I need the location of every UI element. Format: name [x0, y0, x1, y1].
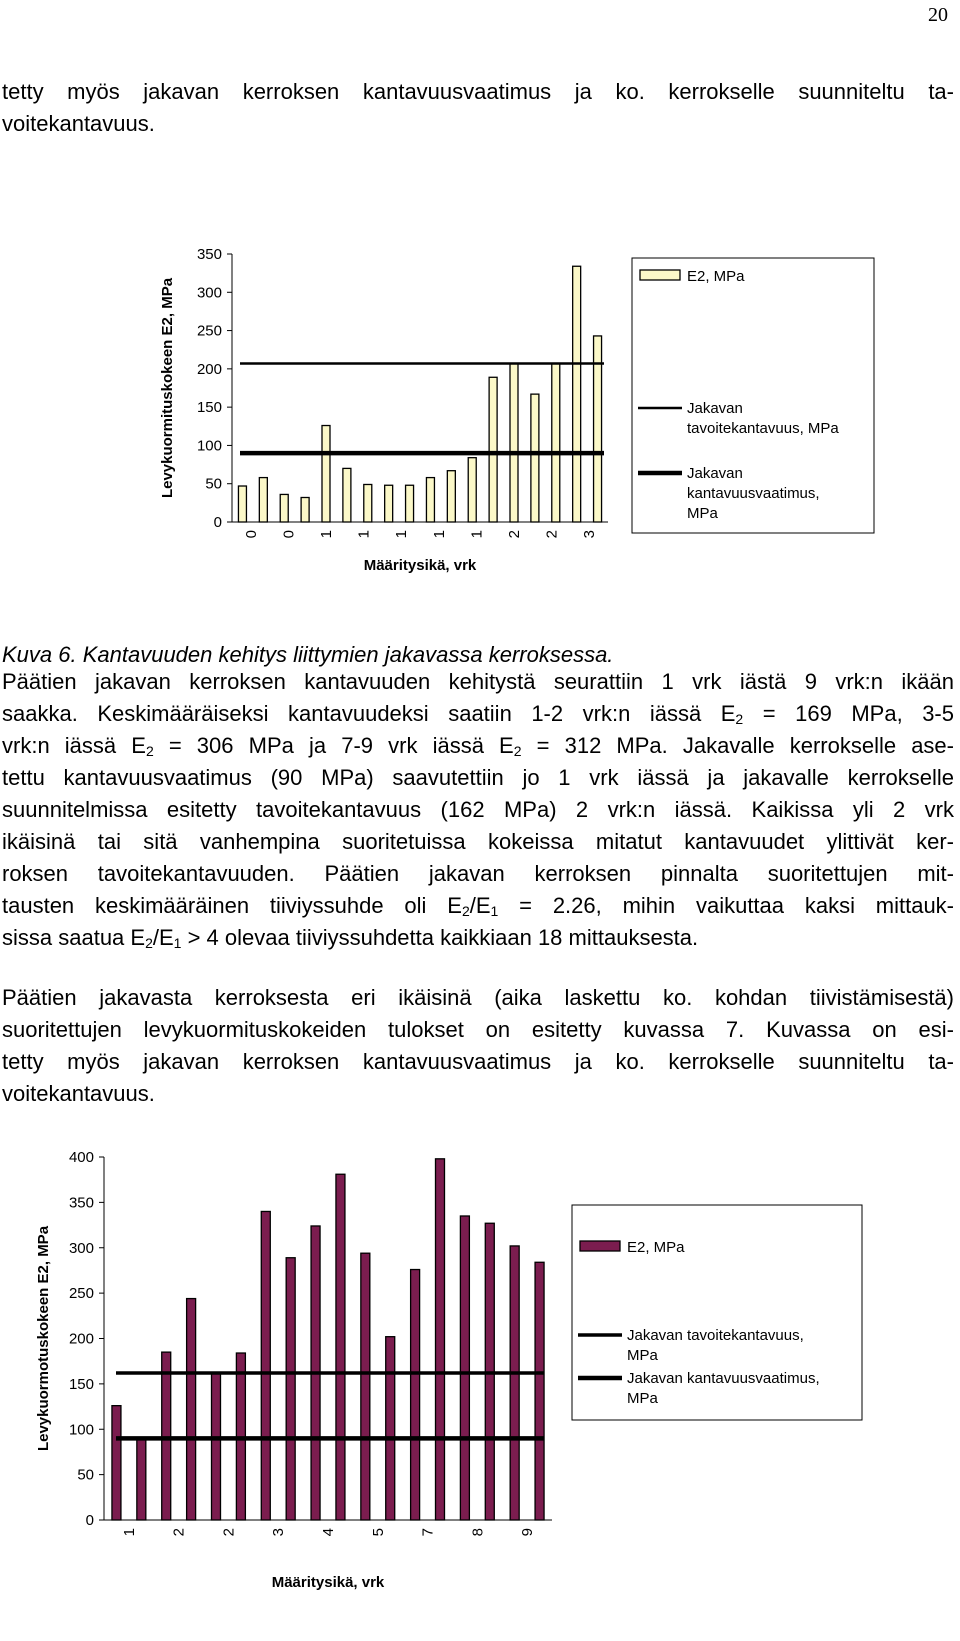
- bar: [552, 363, 560, 522]
- bar: [238, 486, 246, 522]
- figure6-chart: [0, 230, 960, 590]
- x-tick-label: 1: [355, 530, 373, 539]
- x-tick-label: 1: [120, 1528, 138, 1537]
- bar: [573, 266, 581, 522]
- legend-label-line: MPa: [627, 1390, 658, 1407]
- bar: [112, 1406, 121, 1520]
- x-tick-label: 4: [320, 1528, 337, 1537]
- text-line: roksen tavoitekantavuuden. Päätien jakavan kerroksen pinnalta suoritettujen mit-: [2, 861, 954, 886]
- text-line: tetty myös jakavan kerroksen kantavuusvaatimus ja ko. kerrokselle suunniteltu ta-: [2, 79, 954, 104]
- bar: [426, 478, 434, 522]
- text-line: voitekantavuus.: [2, 1081, 155, 1106]
- x-tick-label: 1: [430, 530, 448, 539]
- intro-paragraph: [2, 76, 954, 140]
- legend-label-line: Jakavan: [687, 400, 743, 417]
- y-tick-label: 100: [196, 437, 222, 455]
- figure6-caption: Kuva 6. Kantavuuden kehitys liittymien jakavassa kerroksessa.: [2, 642, 614, 667]
- text-line: tettu kantavuusvaatimus (90 MPa) saavutettiin jo 1 vrk iässä ja jakavalle kerrokselle: [2, 765, 954, 790]
- bar: [510, 363, 518, 522]
- bar: [468, 458, 476, 522]
- bar: [259, 478, 267, 522]
- legend-label-line: tavoitekantavuus, MPa: [687, 420, 839, 437]
- x-tick-label: 2: [506, 530, 523, 539]
- legend-label-line: MPa: [687, 505, 718, 522]
- legend-label: E2, MPa: [687, 268, 745, 285]
- y-tick-label: 100: [68, 1421, 94, 1439]
- legend-bar-swatch: [580, 1241, 620, 1251]
- bar: [411, 1270, 420, 1520]
- y-tick-label: 150: [196, 399, 222, 417]
- x-tick-label: 0: [242, 530, 260, 539]
- x-tick-label: 2: [220, 1528, 238, 1537]
- text-line: tausten keskimääräinen tiiviyssuhde oli $E_2/E_1 = 2.26$, mihin vaikuttaa kaksi mittauk-: [2, 893, 955, 919]
- text-line: saakka. Keskimääräiseksi kantavuudeksi saatiin 1-2 vrk:n iässä $E_2 = 169$ MPa, 3-5: [2, 701, 954, 727]
- bar: [364, 484, 372, 522]
- bar: [301, 497, 309, 522]
- bar: [280, 494, 288, 522]
- bar: [336, 1174, 345, 1520]
- y-tick-label: 300: [68, 1239, 94, 1257]
- y-tick-label: 300: [196, 284, 222, 302]
- x-tick-label: 3: [581, 530, 599, 539]
- bar: [535, 1262, 544, 1520]
- text-line: ikäisinä tai sitä vanhempina suoritetuissa kokeissa mitatut kantavuudet ylittivät ker-: [2, 829, 954, 854]
- x-tick-label: 2: [543, 530, 561, 539]
- bar: [212, 1373, 221, 1520]
- y-tick-label: 250: [68, 1285, 94, 1303]
- y-tick-label: 200: [68, 1330, 94, 1348]
- y-tick-label: 200: [196, 360, 222, 378]
- legend-label-line: Jakavan tavoitekantavuus,: [627, 1327, 804, 1344]
- text-line: suoritettujen levykuormituskokeiden tulokset on esitetty kuvassa 7. Kuvassa on esi-: [2, 1017, 954, 1042]
- text-line: vrk:n iässä $E_2 = 306$ MPa ja 7-9 vrk iässä $E_2 = 312$ MPa. Jakavalle kerrokselle ase-: [2, 733, 954, 759]
- text-line: voitekantavuus.: [2, 111, 155, 136]
- x-tick-label: 8: [469, 1528, 487, 1537]
- bar: [137, 1438, 146, 1520]
- main-paragraph: [2, 666, 954, 954]
- legend-bar-swatch: [640, 270, 680, 280]
- x-tick-label: 1: [393, 530, 411, 539]
- bar: [322, 426, 330, 522]
- bar: [406, 485, 414, 522]
- text-line: Päätien jakavan kerroksen kantavuuden kehitystä seurattiin 1 vrk iästä 9 vrk:n ikään: [2, 669, 954, 694]
- y-axis-label: Levykuormotuskokeen E2, MPa: [35, 1225, 52, 1452]
- page-number: 20: [928, 4, 948, 26]
- x-tick-label: 3: [270, 1528, 288, 1537]
- x-tick-label: 5: [369, 1528, 387, 1537]
- figure7-chart: [0, 1149, 960, 1641]
- y-tick-label: 50: [205, 475, 222, 493]
- x-tick-label: 9: [519, 1528, 537, 1537]
- x-tick-label: 1: [468, 530, 486, 539]
- bar: [385, 485, 393, 522]
- bar: [187, 1299, 196, 1520]
- legend-label-line: kantavuusvaatimus,: [687, 485, 820, 502]
- text-line: sissa saatua $E_2/E_1 > 4$ olevaa tiiviyssuhdetta kaikkiaan 18 mittauksesta.: [2, 925, 699, 951]
- y-tick-label: 400: [68, 1149, 94, 1166]
- legend-box: [572, 1205, 862, 1420]
- bar: [447, 471, 455, 522]
- x-axis-label: Määritysikä, vrk: [271, 1574, 385, 1591]
- bar: [343, 468, 351, 522]
- bar: [361, 1253, 370, 1520]
- y-tick-label: 0: [213, 514, 222, 531]
- x-tick-label: 2: [170, 1528, 188, 1537]
- y-tick-label: 250: [196, 322, 222, 340]
- bar: [162, 1352, 171, 1520]
- text-line: suunnitelmissa esitetty tavoitekantavuus (162 MPa) 2 vrk:n iässä. Kaikissa yli 2 vrk: [2, 797, 954, 822]
- second-paragraph: [2, 982, 954, 1110]
- legend-label-line: MPa: [627, 1347, 658, 1364]
- y-tick-label: 350: [68, 1194, 94, 1212]
- bar: [510, 1246, 519, 1520]
- x-tick-label: 7: [419, 1528, 437, 1537]
- y-axis-label: Levykuormituskokeen E2, MPa: [159, 277, 176, 499]
- y-tick-label: 350: [196, 246, 222, 263]
- y-tick-label: 50: [77, 1466, 94, 1484]
- x-tick-label: 1: [318, 530, 335, 539]
- y-tick-label: 0: [85, 1512, 94, 1529]
- x-axis-label: Määritysikä, vrk: [363, 557, 477, 574]
- bar: [386, 1337, 395, 1520]
- legend-label: E2, MPa: [627, 1239, 685, 1256]
- x-tick-label: 0: [280, 530, 298, 539]
- text-line: tetty myös jakavan kerroksen kantavuusvaatimus ja ko. kerrokselle suunniteltu ta-: [2, 1049, 954, 1074]
- legend-label-line: Jakavan kantavuusvaatimus,: [627, 1370, 820, 1387]
- text-line: Päätien jakavasta kerroksesta eri ikäisinä (aika laskettu ko. kohdan tiivistämisestä): [2, 985, 954, 1010]
- legend-label-line: Jakavan: [687, 465, 743, 482]
- bar: [460, 1216, 469, 1520]
- bar: [489, 377, 497, 522]
- y-tick-label: 150: [68, 1375, 94, 1393]
- bar: [436, 1159, 445, 1520]
- bar: [261, 1211, 270, 1520]
- bar: [531, 394, 539, 522]
- bar: [286, 1258, 295, 1520]
